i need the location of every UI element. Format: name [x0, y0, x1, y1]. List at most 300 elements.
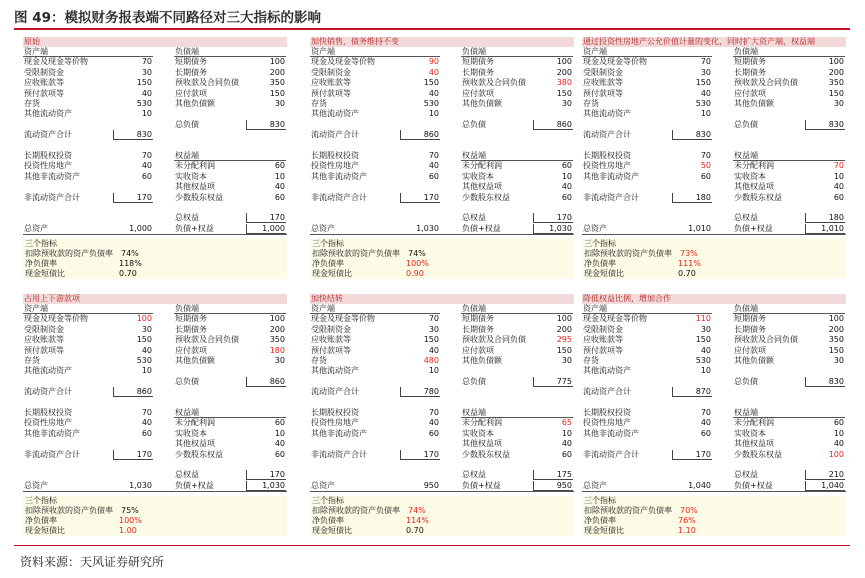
equity-value: 60: [274, 449, 285, 459]
asset-value: 530: [695, 99, 711, 108]
scenario-title: 通过投资性房地产公允价值计量的变化，同时扩大资产端，权益端: [582, 37, 846, 47]
nc-asset-label: 投资性房地产: [583, 161, 631, 171]
title-rule: [14, 28, 850, 30]
total-box: [246, 224, 286, 234]
indicators-header: 三个指标: [312, 239, 344, 249]
statement-row: [310, 418, 574, 428]
asset-value: 70: [141, 57, 152, 67]
total-box: [533, 481, 573, 491]
statement-row: [582, 325, 846, 335]
liab-value: 30: [833, 99, 844, 108]
total-assets-value: 1,030: [129, 480, 152, 490]
statement-row: [310, 68, 574, 78]
equity-label: 未分配利润: [175, 161, 215, 171]
liab-label: 应付款项: [175, 88, 207, 98]
equity-value: 40: [561, 182, 572, 192]
asset-value: 10: [700, 109, 711, 119]
statement-row: [582, 99, 846, 109]
asset-label: 其他流动资产: [311, 366, 359, 376]
total-box: [533, 224, 573, 234]
total-box: [805, 213, 845, 223]
statement-row: [310, 109, 574, 119]
equity-value: 70: [833, 161, 844, 171]
total-liab-value: 830: [828, 376, 844, 386]
indicators-header: 三个指标: [25, 239, 57, 249]
indicator-label: 扣除预收款的资产负债率: [584, 249, 672, 259]
scenario-title: 原始: [23, 37, 287, 47]
liab-label: 长期债务: [462, 67, 494, 77]
statement-row: [23, 99, 287, 109]
asset-label: 应收账款等: [583, 335, 623, 345]
total-liab-value: 860: [269, 376, 285, 386]
liab-header: 负债端: [175, 304, 199, 313]
liab-label: 应付款项: [462, 88, 494, 98]
statement-row: [582, 57, 846, 67]
statement-row: [310, 387, 574, 397]
asset-label: 存货: [311, 99, 327, 108]
nc-asset-value: 40: [141, 418, 152, 428]
current-total-value: 830: [695, 130, 711, 140]
table-bottom-rule: [582, 234, 846, 235]
total-liab-label: 总负债: [462, 119, 486, 129]
liab-value: 100: [556, 314, 572, 324]
nc-asset-value: 70: [428, 408, 439, 417]
scenario-title: 占用上下游款项: [23, 294, 287, 304]
statement-row: [310, 89, 574, 99]
asset-label: 存货: [24, 356, 40, 365]
liab-value: 200: [556, 67, 572, 77]
nc-asset-value: 60: [141, 171, 152, 181]
nc-total-value: 170: [423, 449, 439, 459]
equity-header: 权益端: [462, 151, 486, 160]
liab-label: 应付款项: [175, 345, 207, 355]
total-box: [400, 130, 440, 140]
statement-row: [23, 356, 287, 366]
equity-value: 100: [828, 449, 844, 459]
liab-header: 负债端: [462, 47, 486, 56]
total-equity-label: 总权益: [175, 213, 199, 223]
statement-row: [23, 418, 287, 428]
current-total-value: 780: [423, 387, 439, 397]
statement-row: [310, 325, 574, 335]
liab-label: 预收款及合同负债: [175, 335, 239, 345]
asset-label: 受限制资金: [24, 324, 64, 334]
statement-row: [23, 429, 287, 439]
total-box: [246, 213, 286, 223]
statement-row: [582, 314, 846, 324]
scenario-panel: [23, 294, 287, 536]
equity-value: 40: [833, 182, 844, 192]
liab-value: 150: [828, 345, 844, 355]
nc-total-value: 180: [695, 192, 711, 202]
nc-total-value: 170: [136, 449, 152, 459]
total-box: [400, 450, 440, 460]
indicator-label: 扣除预收款的资产负债率: [312, 249, 400, 259]
total-le-label: 负债+权益: [462, 223, 501, 233]
nc-asset-value: 60: [428, 428, 439, 438]
total-assets-label: 总资产: [583, 223, 607, 233]
statement-row: [23, 109, 287, 119]
total-box: [672, 130, 712, 140]
indicator-row: [584, 249, 846, 259]
nc-asset-value: 70: [428, 151, 439, 160]
equity-value: 10: [274, 171, 285, 181]
indicator-value: 0.90: [406, 269, 424, 279]
statement-row: [23, 130, 287, 140]
total-box: [246, 120, 286, 130]
equity-label: 实收资本: [462, 428, 494, 438]
indicator-label: 现金短债比: [25, 526, 65, 536]
statement-row: [23, 387, 287, 397]
statement-row: [582, 89, 846, 99]
asset-value: 480: [423, 356, 439, 365]
nc-total-label: 非流动资产合计: [583, 449, 639, 459]
asset-value: 30: [700, 67, 711, 77]
indicator-value: 100%: [406, 259, 429, 269]
assets-header: 资产端: [24, 47, 48, 56]
liab-label: 长期债务: [734, 324, 766, 334]
indicators-block: [310, 239, 574, 279]
scenario-panel: [310, 37, 574, 279]
indicator-row: [312, 259, 574, 269]
statement-row: [310, 366, 574, 376]
statement-row: [582, 387, 846, 397]
statement-row: [23, 439, 287, 449]
nc-asset-value: 60: [141, 428, 152, 438]
statement-row: [582, 366, 846, 376]
asset-label: 预付款项等: [311, 345, 351, 355]
nc-asset-label: 其他非流动资产: [311, 171, 367, 181]
liab-label: 应付款项: [734, 345, 766, 355]
liab-value: 350: [828, 335, 844, 345]
total-liab-label: 总负债: [734, 376, 758, 386]
current-total-value: 830: [136, 130, 152, 140]
liab-value: 295: [556, 335, 572, 345]
nc-asset-label: 其他非流动资产: [24, 171, 80, 181]
liab-value: 30: [833, 356, 844, 365]
statement-row: [310, 130, 574, 140]
nc-total-label: 非流动资产合计: [24, 192, 80, 202]
statement-row: [582, 78, 846, 88]
liab-header: 负债端: [734, 47, 758, 56]
total-le-value: 950: [556, 480, 572, 490]
asset-value: 10: [428, 109, 439, 119]
equity-value: 60: [274, 192, 285, 202]
equity-value: 40: [833, 439, 844, 449]
equity-value: 60: [274, 418, 285, 428]
nc-asset-label: 长期股权投资: [583, 408, 631, 417]
total-box: [113, 450, 153, 460]
indicator-label: 扣除预收款的资产负债率: [312, 506, 400, 516]
equity-value: 60: [561, 192, 572, 202]
liab-value: 30: [274, 99, 285, 108]
scenario-panel: [582, 294, 846, 536]
asset-label: 现金及现金等价物: [583, 314, 647, 324]
indicator-label: 净负债率: [584, 259, 616, 269]
total-le-value: 1,030: [262, 480, 285, 490]
liab-label: 其他负债额: [175, 356, 215, 365]
equity-header: 权益端: [462, 408, 486, 417]
liab-value: 180: [269, 345, 285, 355]
equity-label: 其他权益项: [175, 439, 215, 449]
equity-header: 权益端: [734, 151, 758, 160]
equity-value: 60: [561, 449, 572, 459]
indicator-row: [584, 506, 846, 516]
statement-row: [310, 57, 574, 67]
indicator-value: 100%: [119, 516, 142, 526]
indicator-row: [25, 259, 287, 269]
asset-value: 150: [695, 78, 711, 88]
nc-asset-label: 投资性房地产: [311, 161, 359, 171]
total-liab-value: 775: [556, 376, 572, 386]
asset-label: 应收账款等: [311, 335, 351, 345]
indicators-header: 三个指标: [584, 239, 616, 249]
equity-label: 少数股东权益: [462, 192, 510, 202]
equity-label: 其他权益项: [462, 439, 502, 449]
total-box: [672, 387, 712, 397]
liab-value: 200: [269, 67, 285, 77]
indicator-value: 1.10: [678, 526, 696, 536]
asset-value: 40: [428, 345, 439, 355]
liab-label: 其他负债额: [734, 356, 774, 365]
equity-label: 实收资本: [462, 171, 494, 181]
nc-asset-value: 60: [700, 428, 711, 438]
indicator-value: 74%: [121, 249, 139, 259]
assets-header: 资产端: [311, 47, 335, 56]
liab-label: 其他负债额: [462, 356, 502, 365]
asset-value: 90: [428, 57, 439, 67]
indicator-label: 现金短债比: [25, 269, 65, 279]
total-box: [113, 387, 153, 397]
statement-row: [310, 335, 574, 345]
nc-asset-label: 投资性房地产: [583, 418, 631, 428]
total-box: [805, 120, 845, 130]
total-box: [672, 193, 712, 203]
asset-label: 现金及现金等价物: [583, 57, 647, 67]
liab-value: 100: [828, 57, 844, 67]
equity-label: 其他权益项: [462, 182, 502, 192]
asset-label: 其他流动资产: [24, 109, 72, 119]
asset-value: 30: [428, 324, 439, 334]
equity-value: 65: [561, 418, 572, 428]
liab-label: 预收款及合同负债: [734, 78, 798, 88]
liab-value: 100: [556, 57, 572, 67]
indicator-value: 114%: [406, 516, 429, 526]
statement-row: [23, 450, 287, 460]
liab-value: 30: [561, 356, 572, 365]
asset-label: 受限制资金: [24, 67, 64, 77]
total-assets-value: 1,030: [416, 223, 439, 233]
indicator-value: 1.00: [119, 526, 137, 536]
indicator-row: [312, 526, 574, 536]
indicator-row: [312, 269, 574, 279]
total-le-value: 1,040: [821, 480, 844, 490]
equity-header: 权益端: [175, 151, 199, 160]
liab-value: 150: [556, 345, 572, 355]
nc-total-value: 170: [423, 192, 439, 202]
indicator-label: 扣除预收款的资产负债率: [25, 249, 113, 259]
indicator-value: 0.70: [406, 526, 424, 536]
indicator-value: 74%: [408, 249, 426, 259]
total-box: [805, 224, 845, 234]
asset-value: 530: [136, 99, 152, 108]
asset-label: 受限制资金: [311, 67, 351, 77]
nc-asset-label: 长期股权投资: [24, 151, 72, 160]
equity-label: 少数股东权益: [462, 449, 510, 459]
statement-row: [310, 439, 574, 449]
asset-value: 150: [695, 335, 711, 345]
statement-row: [23, 68, 287, 78]
asset-label: 存货: [311, 356, 327, 365]
liab-label: 长期债务: [175, 324, 207, 334]
total-box: [246, 377, 286, 387]
total-assets-label: 总资产: [24, 223, 48, 233]
equity-label: 少数股东权益: [734, 192, 782, 202]
asset-label: 预付款项等: [24, 345, 64, 355]
total-equity-value: 170: [556, 213, 572, 223]
statement-row: [582, 335, 846, 345]
nc-asset-label: 其他非流动资产: [583, 428, 639, 438]
nc-asset-value: 60: [428, 171, 439, 181]
liab-value: 350: [269, 335, 285, 345]
equity-label: 实收资本: [175, 428, 207, 438]
statement-row: [582, 161, 846, 171]
asset-value: 40: [141, 88, 152, 98]
asset-value: 30: [700, 324, 711, 334]
equity-label: 少数股东权益: [175, 192, 223, 202]
indicator-row: [312, 249, 574, 259]
scenario-title: 降低权益比例，增加合作: [582, 294, 846, 304]
indicator-row: [312, 506, 574, 516]
indicators-block: [582, 496, 846, 536]
statement-row: [310, 356, 574, 366]
total-liab-label: 总负债: [734, 119, 758, 129]
equity-value: 10: [561, 428, 572, 438]
statement-row: [582, 346, 846, 356]
total-box: [400, 387, 440, 397]
statement-row: [23, 57, 287, 67]
total-assets-value: 950: [423, 480, 439, 490]
indicators-block: [23, 239, 287, 279]
nc-asset-value: 70: [141, 408, 152, 417]
total-liab-label: 总负债: [462, 376, 486, 386]
liab-value: 150: [556, 88, 572, 98]
total-assets-value: 1,010: [688, 223, 711, 233]
equity-label: 实收资本: [734, 428, 766, 438]
equity-value: 40: [274, 182, 285, 192]
current-total-label: 流动资产合计: [24, 387, 72, 397]
indicator-value: 70%: [680, 506, 698, 516]
liab-value: 150: [828, 88, 844, 98]
scenario-title: 加快销售，债务维持不变: [310, 37, 574, 47]
source-note: 资料来源：天风证券研究所: [20, 555, 165, 569]
statement-row: [23, 78, 287, 88]
nc-asset-value: 50: [700, 161, 711, 171]
nc-asset-label: 投资性房地产: [24, 161, 72, 171]
liab-value: 30: [561, 99, 572, 108]
liab-label: 预收款及合同负债: [462, 78, 526, 88]
liab-label: 预收款及合同负债: [175, 78, 239, 88]
nc-asset-value: 70: [700, 408, 711, 417]
table-bottom-rule: [310, 491, 574, 492]
equity-label: 少数股东权益: [175, 449, 223, 459]
liab-label: 短期债务: [462, 314, 494, 324]
total-equity-value: 170: [269, 213, 285, 223]
statement-row: [310, 182, 574, 192]
total-box: [113, 130, 153, 140]
total-assets-label: 总资产: [24, 480, 48, 490]
equity-header: 权益端: [734, 408, 758, 417]
asset-label: 预付款项等: [24, 88, 64, 98]
total-assets-value: 1,000: [129, 223, 152, 233]
asset-label: 预付款项等: [583, 345, 623, 355]
equity-label: 未分配利润: [462, 418, 502, 428]
liab-value: 30: [274, 356, 285, 365]
liab-label: 其他负债额: [175, 99, 215, 108]
total-equity-label: 总权益: [462, 213, 486, 223]
statement-row: [23, 182, 287, 192]
total-liab-value: 860: [556, 119, 572, 129]
statement-row: [582, 418, 846, 428]
equity-value: 40: [274, 439, 285, 449]
asset-value: 10: [700, 366, 711, 376]
liab-value: 200: [556, 324, 572, 334]
asset-value: 530: [423, 99, 439, 108]
current-total-value: 860: [136, 387, 152, 397]
liab-value: 200: [269, 324, 285, 334]
nc-total-label: 非流动资产合计: [583, 192, 639, 202]
nc-asset-value: 60: [700, 171, 711, 181]
nc-total-value: 170: [695, 449, 711, 459]
asset-value: 40: [141, 345, 152, 355]
indicator-row: [25, 269, 287, 279]
nc-total-label: 非流动资产合计: [311, 192, 367, 202]
asset-label: 应收账款等: [24, 335, 64, 345]
asset-value: 150: [136, 78, 152, 88]
indicators-header: 三个指标: [312, 496, 344, 506]
indicator-row: [584, 269, 846, 279]
current-total-value: 870: [695, 387, 711, 397]
equity-label: 未分配利润: [462, 161, 502, 171]
total-assets-value: 1,040: [688, 480, 711, 490]
liab-value: 100: [269, 314, 285, 324]
nc-asset-value: 40: [141, 161, 152, 171]
indicator-row: [25, 526, 287, 536]
indicator-label: 现金短债比: [312, 526, 352, 536]
asset-value: 70: [700, 57, 711, 67]
asset-value: 70: [428, 314, 439, 324]
asset-label: 存货: [583, 356, 599, 365]
liab-value: 350: [269, 78, 285, 88]
total-equity-label: 总权益: [734, 470, 758, 480]
total-box: [113, 193, 153, 203]
equity-value: 10: [833, 428, 844, 438]
total-liab-value: 830: [269, 119, 285, 129]
indicator-label: 净负债率: [312, 259, 344, 269]
assets-header: 资产端: [24, 304, 48, 313]
nc-asset-value: 40: [428, 418, 439, 428]
indicator-value: 0.70: [678, 269, 696, 279]
indicator-label: 净负债率: [584, 516, 616, 526]
liab-header: 负债端: [175, 47, 199, 56]
total-equity-value: 180: [828, 213, 844, 223]
asset-value: 40: [428, 67, 439, 77]
liab-label: 短期债务: [734, 57, 766, 67]
current-total-value: 860: [423, 130, 439, 140]
statement-row: [582, 172, 846, 182]
statement-row: [582, 182, 846, 192]
asset-value: 150: [423, 78, 439, 88]
